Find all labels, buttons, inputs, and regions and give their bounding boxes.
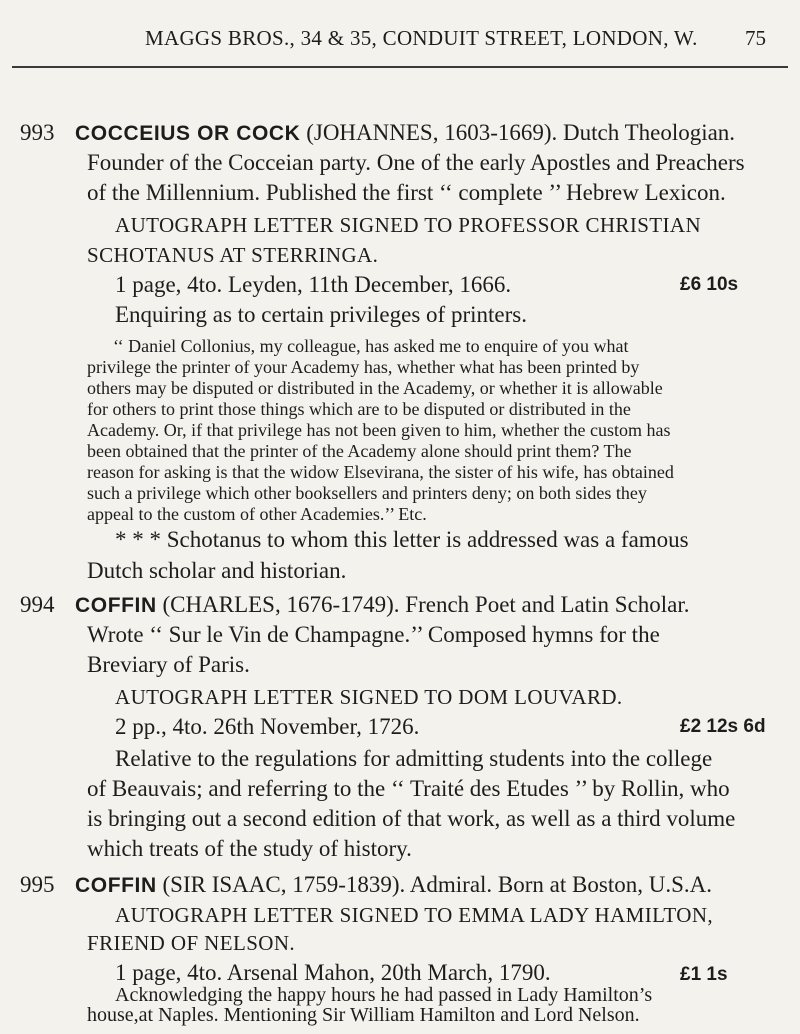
footnote-line: * * * Schotanus to whom this letter is addressed was a famous bbox=[115, 527, 689, 552]
entry-name: COFFIN bbox=[75, 594, 157, 617]
item-heading: AUTOGRAPH LETTER SIGNED TO PROFESSOR CHRISTIAN bbox=[115, 213, 702, 237]
item-heading: AUTOGRAPH LETTER SIGNED TO DOM LOUVARD. bbox=[115, 685, 623, 709]
description-line: house,at Naples. Mentioning Sir William Hamilton and Lord Nelson. bbox=[87, 1004, 640, 1026]
header-title: MAGGS BROS., 34 & 35, CONDUIT STREET, LONDON, W. bbox=[145, 26, 698, 50]
item-price: £2 12s 6d bbox=[680, 716, 766, 737]
item-details: 1 page, 4to. Leyden, 11th December, 1666. bbox=[115, 272, 512, 297]
entry-first-line bbox=[75, 118, 735, 149]
page-number: 75 bbox=[745, 26, 766, 50]
item-note: Enquiring as to certain privileges of printers. bbox=[115, 302, 527, 327]
entry-first-line-text: (SIR ISAAC, 1759-1839). Admiral. Born at Boston, U.S.A. bbox=[156, 872, 712, 897]
entry-bio-line: Wrote ‘‘ Sur le Vin de Champagne.’’ Composed hymns for the bbox=[87, 622, 660, 647]
description-line: is bringing out a second edition of that work, as well as a third volume bbox=[87, 806, 736, 831]
entry-bio-line: Breviary of Paris. bbox=[87, 652, 250, 677]
quote-line: such a privilege which other booksellers and printers deny; on both sides they bbox=[87, 483, 647, 503]
entry-number: 995 bbox=[20, 872, 55, 897]
quote-line: Academy. Or, if that privilege has not been given to him, whether the custom has bbox=[87, 420, 671, 440]
item-heading: SCHOTANUS AT STERRINGA. bbox=[87, 243, 379, 267]
quote-line: appeal to the custom of other Academies.’’ Etc. bbox=[87, 504, 427, 524]
quote-line: privilege the printer of your Academy has, whether what has been printed by bbox=[87, 357, 640, 377]
entry-number: 993 bbox=[20, 120, 55, 145]
entry-bio-line: Founder of the Cocceian party. One of the early Apostles and Preachers bbox=[87, 150, 745, 175]
entry-name: COCCEIUS OR COCK bbox=[75, 122, 301, 145]
quote-line: for others to print those things which are to be disputed or distributed in the bbox=[87, 399, 631, 419]
header-rule bbox=[12, 66, 788, 68]
description-line: of Beauvais; and referring to the ‘‘ Traité des Etudes ’’ by Rollin, who bbox=[87, 776, 730, 801]
description-line: which treats of the study of history. bbox=[87, 836, 412, 861]
quote-line: others may be disputed or distributed in the Academy, or whether it is allowable bbox=[87, 378, 663, 398]
quote-line: reason for asking is that the widow Elsevirana, the sister of his wife, has obtained bbox=[87, 462, 674, 482]
item-price: £1 1s bbox=[680, 964, 728, 985]
entry-name: COFFIN bbox=[75, 874, 157, 897]
item-heading: FRIEND OF NELSON. bbox=[87, 931, 296, 955]
entry-first-line-text: (JOHANNES, 1603-1669). Dutch Theologian. bbox=[300, 120, 736, 145]
footnote-line: Dutch scholar and historian. bbox=[87, 558, 347, 583]
entry-bio-line: of the Millennium. Published the first ‘‘ complete ’’ Hebrew Lexicon. bbox=[87, 180, 726, 205]
item-details: 2 pp., 4to. 26th November, 1726. bbox=[115, 714, 420, 739]
quote-line: been obtained that the printer of the Academy alone should print them? The bbox=[87, 441, 632, 461]
quote-line: ‘‘ Daniel Collonius, my colleague, has asked me to enquire of you what bbox=[113, 336, 629, 356]
item-heading: AUTOGRAPH LETTER SIGNED TO EMMA LADY HAMILTON, bbox=[115, 903, 714, 927]
running-header bbox=[0, 20, 800, 60]
entry-first-line bbox=[75, 590, 690, 621]
entry-first-line-text: (CHARLES, 1676-1749). French Poet and Latin Scholar. bbox=[156, 592, 690, 617]
item-price: £6 10s bbox=[680, 274, 739, 295]
item-details: 1 page, 4to. Arsenal Mahon, 20th March, 1790. bbox=[115, 960, 551, 985]
description-line: Relative to the regulations for admitting students into the college bbox=[115, 746, 713, 771]
entry-number: 994 bbox=[20, 592, 55, 617]
description-line: Acknowledging the happy hours he had passed in Lady Hamilton’s bbox=[115, 984, 653, 1006]
entry-first-line bbox=[75, 872, 712, 899]
